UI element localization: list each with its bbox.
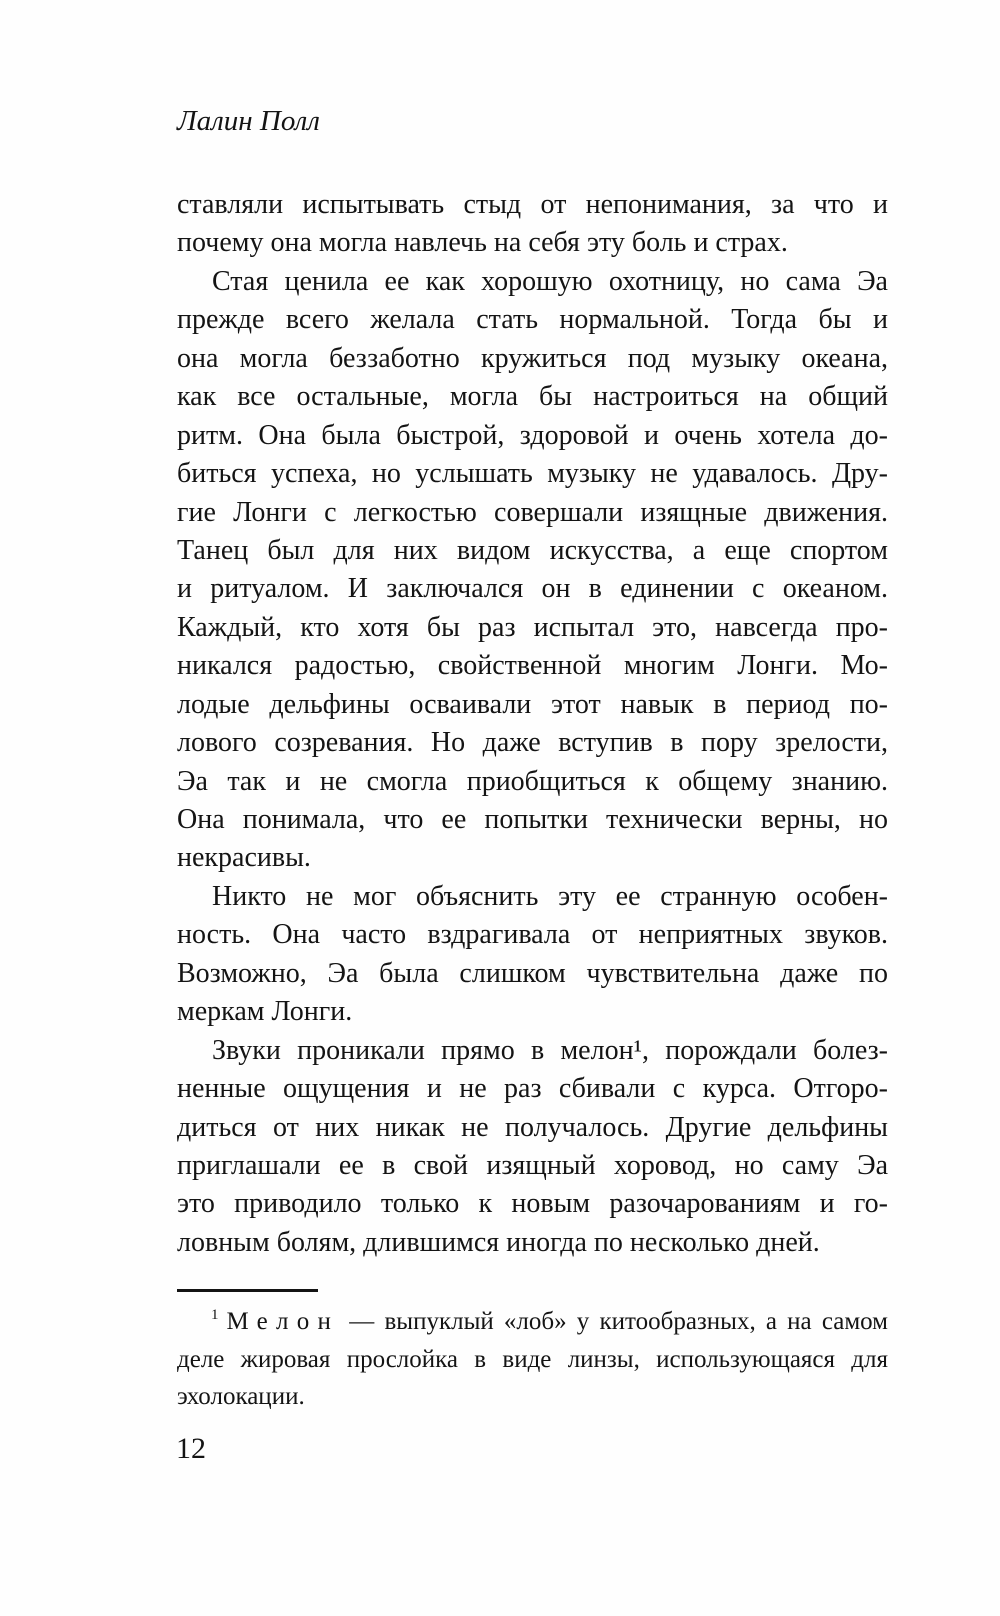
body-line: почему она могла навлечь на себя эту боль и страх. xyxy=(177,227,788,259)
footnote-line xyxy=(177,1303,888,1341)
body-line: биться успеха, но услышать музыку не удавалось. Дру- xyxy=(177,458,888,490)
body-line: приглашали ее в свой изящный хоровод, но саму Эа xyxy=(177,1149,888,1181)
body-line: это приводило только к новым разочарованиям и го- xyxy=(177,1188,888,1220)
body-line: и ритуалом. И заключался он в единении с океаном. xyxy=(177,573,888,605)
footnote-separator xyxy=(177,1289,318,1292)
footnote xyxy=(177,1303,888,1416)
body-line: Каждый, кто хотя бы раз испытал это, навсегда про- xyxy=(177,611,888,643)
footnote-term: Мелон xyxy=(226,1308,340,1335)
footnote-marker: 1 xyxy=(211,1307,219,1323)
footnote-definition: — выпуклый «лоб» у китообразных, а на самом xyxy=(349,1308,888,1335)
body-line: она могла беззаботно кружиться под музыку океана, xyxy=(177,342,888,374)
body-line: Она понимала, что ее попытки технически верны, но xyxy=(177,804,888,835)
footnote-line: деле жировая прослойка в виде линзы, использующаяся для xyxy=(177,1345,888,1373)
body-line: прежде всего желала стать нормальной. Тогда бы и xyxy=(177,304,888,336)
body-line: Эа так и не смогла приобщиться к общему знанию. xyxy=(177,765,888,797)
body-line: как все остальные, могла бы настроиться на общий xyxy=(177,381,888,413)
running-header: Лалин Полл xyxy=(177,105,320,137)
body-line: лового созревания. Но даже вступив в пору зрелости, xyxy=(177,727,888,759)
page-number: 12 xyxy=(176,1432,206,1465)
body-line: ритм. Она была быстрой, здоровой и очень хотела до- xyxy=(177,419,888,451)
body-line: ловным болям, длившимся иногда по несколько дней. xyxy=(177,1226,820,1258)
body-line: гие Лонги с легкостью совершали изящные движения. xyxy=(177,496,888,528)
body-line: Возможно, Эа была слишком чувствительна даже по xyxy=(177,957,888,989)
body-line: никался радостью, свойственной многим Лонги. Мо- xyxy=(177,650,888,682)
body-line: Звуки проникали прямо в мелон¹, порождали болез- xyxy=(212,1034,888,1066)
body-line: лодые дельфины осваивали этот навык в период по- xyxy=(177,688,888,720)
body-line: ненные ощущения и не раз сбивали с курса. Отгоро- xyxy=(177,1073,888,1105)
body-line: ность. Она часто вздрагивала от неприятных звуков. xyxy=(177,919,888,951)
body-line: меркам Лонги. xyxy=(177,996,353,1028)
body-line: диться от них никак не получалось. Другие дельфины xyxy=(177,1111,888,1143)
footnote-line: эхолокации. xyxy=(177,1383,305,1411)
body-line: ставляли испытывать стыд от непонимания, за что и xyxy=(177,189,888,220)
body-line: Никто не мог объяснить эту ее странную особен- xyxy=(212,880,888,912)
body-line: некрасивы. xyxy=(177,842,311,874)
body-line: Танец был для них видом искусства, а еще спортом xyxy=(177,534,888,566)
body-text xyxy=(177,186,888,1262)
body-line: Стая ценила ее как хорошую охотницу, но сама Эа xyxy=(212,265,888,297)
